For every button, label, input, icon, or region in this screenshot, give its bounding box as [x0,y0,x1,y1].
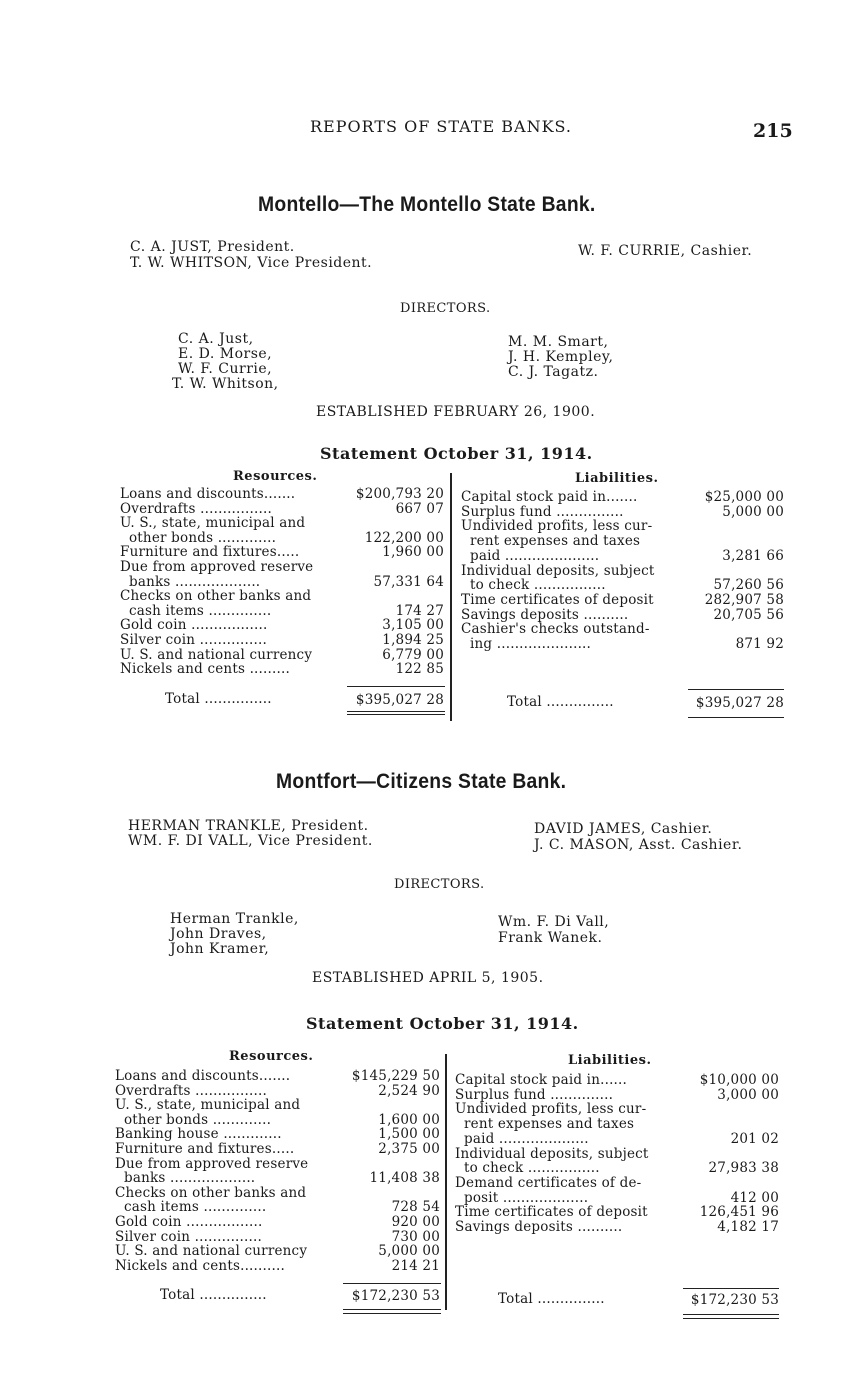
bank-title: Montfort—Citizens State Bank. [276,770,567,793]
ledger-label: U. S. and national currency [115,1243,308,1260]
resources-heading: Resources. [233,469,318,484]
ledger-amount: 11,408 38 [369,1170,440,1187]
ledger-label: other bonds ............. [120,529,277,546]
ledger-amount: 282,907 58 [704,591,784,608]
officer-cashier: W. F. CURRIE, Cashier. [578,243,753,259]
ledger-amount: 201 02 [730,1130,779,1147]
ledger-label: Time certificates of deposit [461,591,654,608]
officer-asst-cashier: J. C. MASON, Asst. Cashier. [534,837,743,853]
director-name: J. H. Kempley, [508,349,614,365]
ledger-label: Savings deposits .......... [461,606,629,623]
officer-cashier: DAVID JAMES, Cashier. [534,821,713,837]
ledger-label: ing ..................... [461,636,592,652]
director-name: Wm. F. Di Vall, [498,914,610,930]
established-date: ESTABLISHED APRIL 5, 1905. [312,970,544,986]
ledger-label: Undivided profits, less cur- [461,518,653,535]
ledger-amount: $145,229 50 [351,1068,440,1084]
established-date: ESTABLISHED FEBRUARY 26, 1900. [316,404,596,420]
officer-vice-president: WM. F. DI VALL, Vice President. [128,833,373,849]
ledger-amount: 1,960 00 [382,544,444,561]
resources-total: $395,027 28 [355,692,444,708]
ledger-label: rent expenses and taxes [461,533,641,550]
liabilities-total-label: Total ............... [507,694,614,710]
double-rule [688,717,784,718]
ledger-label: rent expenses and taxes [455,1116,635,1133]
ledger-label: Capital stock paid in....... [461,489,638,505]
ledger-label: Overdrafts ................ [120,500,272,517]
ledger-amount: 6,779 00 [382,646,444,663]
ledger-amount: 174 27 [395,602,444,619]
ledger-amount: 3,000 00 [717,1086,779,1103]
column-divider [450,473,452,721]
ledger-label: paid ..................... [461,547,600,564]
ledger-amount: 1,600 00 [378,1111,440,1128]
ledger-label: Individual deposits, subject [455,1145,649,1162]
ledger-label: Gold coin ................. [115,1214,263,1230]
ledger-label: Furniture and fixtures..... [115,1141,295,1157]
liabilities-total-label: Total ............... [498,1291,605,1307]
director-name: John Draves, [170,926,267,942]
ledger-amount: 122,200 00 [364,529,444,546]
liabilities-total: $395,027 28 [695,695,784,711]
ledger-label: Demand certificates of de- [455,1174,642,1191]
ledger-amount: $25,000 00 [704,489,784,505]
ledger-label: cash items .............. [120,602,272,619]
ledger-label: Gold coin ................. [120,617,268,634]
ledger-label: Furniture and fixtures..... [120,544,300,561]
ledger-label: Checks on other banks and [120,588,312,605]
ledger-label: cash items .............. [115,1199,267,1216]
ledger-label: Silver coin ............... [115,1228,263,1245]
ledger-amount: 728 54 [391,1199,440,1216]
director-name: Herman Trankle, [170,911,299,927]
ledger-amount: 3,105 00 [382,617,444,634]
ledger-amount: 730 00 [391,1228,440,1245]
resources-heading: Resources. [229,1049,314,1064]
ledger-label: U. S., state, municipal and [120,515,306,532]
ledger-label: to check ................ [455,1160,600,1177]
resources-total-label: Total ............... [160,1287,267,1303]
double-rule [683,1318,779,1319]
ledger-label: Checks on other banks and [115,1184,307,1201]
ledger-label: U. S. and national currency [120,646,313,663]
total-rule [688,689,784,690]
ledger-amount: 57,260 56 [713,577,784,594]
director-name: W. F. Currie, [178,361,273,377]
ledger-label: Surplus fund ............... [461,503,624,520]
officer-president: C. A. JUST, President. [130,239,295,255]
ledger-amount: 1,500 00 [378,1126,440,1143]
double-rule [347,714,445,715]
ledger-amount: 122 85 [395,661,444,678]
director-name: C. A. Just, [178,331,254,347]
resources-total-label: Total ............... [165,691,272,707]
double-rule [347,711,445,712]
double-rule [343,1309,441,1310]
ledger-amount: $200,793 20 [355,486,444,502]
directors-heading: DIRECTORS. [394,877,485,892]
ledger-label: Individual deposits, subject [461,562,655,579]
ledger-amount: 2,375 00 [378,1141,440,1157]
director-name: M. M. Smart, [508,334,609,350]
ledger-label: Nickels and cents ......... [120,661,290,678]
page-number: 215 [753,120,793,142]
ledger-label: Silver coin ............... [120,632,268,648]
liabilities-heading: Liabilities. [568,1053,652,1068]
officer-president: HERMAN TRANKLE, President. [128,818,369,834]
ledger-amount: 3,281 66 [722,547,784,564]
ledger-amount: 214 21 [391,1257,440,1274]
ledger-label: Cashier's checks outstand- [461,621,650,638]
ledger-label: Surplus fund .............. [455,1086,614,1103]
director-name: T. W. Whitson, [172,376,279,392]
statement-heading: Statement October 31, 1914. [320,444,593,463]
ledger-label: Due from approved reserve [120,559,314,575]
liabilities-heading: Liabilities. [575,471,659,486]
bank-title: Montello—The Montello State Bank. [258,193,596,216]
ledger-amount: 5,000 00 [378,1243,440,1260]
ledger-amount: 4,182 17 [717,1219,779,1235]
ledger-amount: 1,894 25 [382,632,444,648]
ledger-amount: 871 92 [735,636,784,652]
ledger-label: Loans and discounts....... [120,486,296,502]
column-divider [445,1054,447,1310]
resources-total: $172,230 53 [351,1288,440,1304]
director-name: John Kramer, [170,941,270,957]
director-name: Frank Wanek. [498,930,603,946]
ledger-amount: 412 00 [730,1189,779,1206]
directors-heading: DIRECTORS. [400,301,491,316]
running-head: REPORTS OF STATE BANKS. [310,117,573,136]
ledger-amount: 5,000 00 [722,503,784,520]
ledger-label: to check ................ [461,577,606,594]
ledger-amount: 57,331 64 [373,573,444,590]
liabilities-total: $172,230 53 [690,1292,779,1308]
director-name: C. J. Tagatz. [508,364,599,380]
ledger-amount: 20,705 56 [713,606,784,623]
total-rule [683,1288,779,1289]
ledger-label: paid .................... [455,1130,589,1147]
ledger-amount: 920 00 [391,1214,440,1230]
ledger-amount: 667 07 [395,500,444,517]
ledger-amount: $10,000 00 [699,1072,779,1088]
ledger-amount: 2,524 90 [378,1082,440,1099]
ledger-label: banks ................... [120,573,261,590]
ledger-amount: 27,983 38 [708,1160,779,1177]
statement-heading: Statement October 31, 1914. [306,1014,579,1033]
ledger-label: Due from approved reserve [115,1155,309,1172]
ledger-label: Undivided profits, less cur- [455,1101,647,1118]
ledger-label: other bonds ............. [115,1111,272,1128]
ledger-label: Savings deposits .......... [455,1219,623,1235]
ledger-label: Loans and discounts....... [115,1068,291,1084]
total-rule [343,1283,441,1284]
officer-vice-president: T. W. WHITSON, Vice President. [130,255,373,271]
total-rule [347,686,445,687]
ledger-label: Time certificates of deposit [455,1204,648,1221]
ledger-label: Nickels and cents.......... [115,1257,285,1274]
ledger-amount: 126,451 96 [699,1204,779,1221]
ledger-label: U. S., state, municipal and [115,1097,301,1114]
ledger-label: Capital stock paid in...... [455,1072,628,1088]
director-name: E. D. Morse, [178,346,273,362]
ledger-label: Banking house ............. [115,1126,282,1143]
double-rule [343,1313,441,1314]
double-rule [683,1314,779,1315]
ledger-label: Overdrafts ................ [115,1082,267,1099]
ledger-label: banks ................... [115,1170,256,1187]
ledger-label: posit ................... [455,1189,589,1206]
